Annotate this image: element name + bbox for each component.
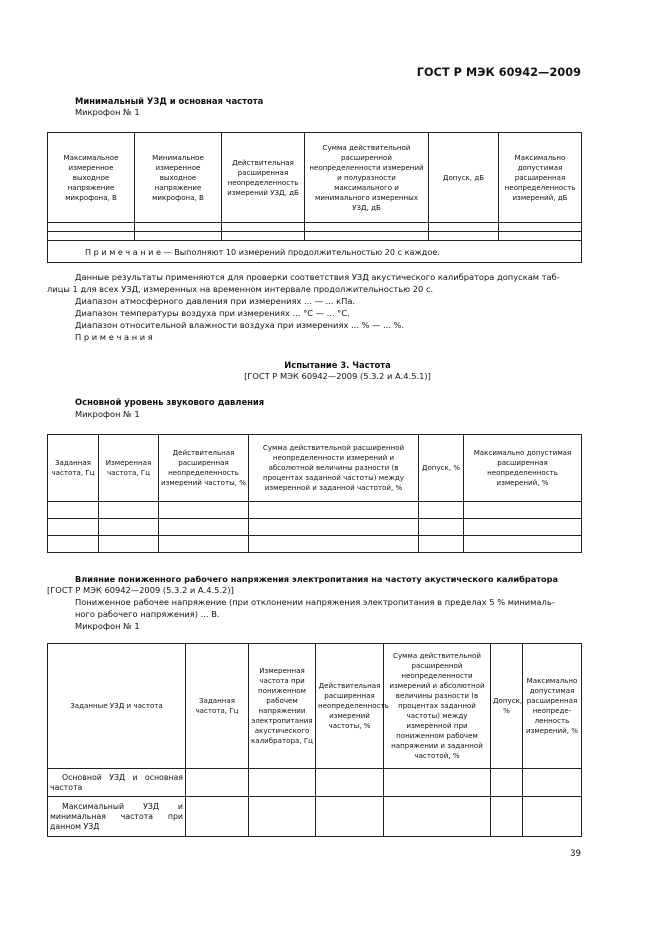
table-cell bbox=[159, 502, 249, 519]
table-cell bbox=[419, 519, 464, 536]
row-label: Максимальный УЗД и минимальная частота при данном УЗД bbox=[48, 797, 186, 837]
table-cell bbox=[249, 502, 419, 519]
col-header: Сумма действительной расширенной неопределенности измерений и полуразности максимального и минимального измеренных УЗД, дБ bbox=[305, 133, 429, 223]
col-header: Действительная расширенная неопределенность измерений УЗД, дБ bbox=[222, 133, 305, 223]
test-reference: [ГОСТ Р МЭК 60942—2009 (5.3.2 и А.4.5.1)] bbox=[244, 371, 431, 381]
table-cell bbox=[249, 519, 419, 536]
table-cell bbox=[419, 536, 464, 553]
table-cell bbox=[464, 502, 582, 519]
col-header: Максимальное измеренное выходное напряжение микрофона, В bbox=[48, 133, 135, 223]
table-cell bbox=[249, 797, 316, 837]
table-cell bbox=[464, 536, 582, 553]
microphone-label: Микрофон № 1 bbox=[75, 107, 140, 117]
table-cell bbox=[186, 769, 249, 797]
table-cell bbox=[491, 797, 523, 837]
col-header: Заданная частота, Гц bbox=[48, 435, 99, 502]
table-cell bbox=[186, 797, 249, 837]
table-cell bbox=[99, 536, 159, 553]
table-cell bbox=[222, 223, 305, 232]
col-header: Заданные УЗД и частота bbox=[48, 644, 186, 769]
microphone-label: Микрофон № 1 bbox=[75, 621, 140, 631]
section-reference: [ГОСТ Р МЭК 60942—2009 (5.3.2 и А.4.5.2)] bbox=[47, 585, 234, 595]
table-cell bbox=[249, 769, 316, 797]
col-header: Максимально допустимая расширенная неопреде-ленность измерений, % bbox=[523, 644, 582, 769]
table-cell bbox=[491, 769, 523, 797]
table-cell bbox=[135, 232, 222, 241]
table-cell bbox=[135, 223, 222, 232]
section-title-min-spl: Минимальный УЗД и основная частота bbox=[75, 96, 264, 106]
table-cell bbox=[48, 502, 99, 519]
paragraph-line: ного рабочего напряжения) ... В. bbox=[75, 609, 220, 619]
table-cell bbox=[249, 536, 419, 553]
table-cell bbox=[48, 519, 99, 536]
col-header: Заданная частота, Гц bbox=[186, 644, 249, 769]
table-note: П р и м е ч а н и е — Выполняют 10 измерений продолжительностью 20 с каждое. bbox=[48, 241, 582, 263]
table-cell bbox=[305, 232, 429, 241]
table-cell bbox=[523, 769, 582, 797]
table-cell bbox=[316, 797, 384, 837]
table-cell bbox=[99, 519, 159, 536]
temperature-range: Диапазон температуры воздуха при измерениях ... °С — ... °С. bbox=[75, 308, 350, 318]
table-cell bbox=[48, 223, 135, 232]
table-cell bbox=[523, 797, 582, 837]
table-cell bbox=[316, 769, 384, 797]
table-cell bbox=[419, 502, 464, 519]
table-frequency bbox=[47, 434, 582, 553]
table-cell bbox=[48, 232, 135, 241]
col-header: Допуск, % bbox=[419, 435, 464, 502]
col-header: Минимальное измеренное выходное напряжение микрофона, В bbox=[135, 133, 222, 223]
humidity-range: Диапазон относительной влажности воздуха при измерениях ... % — ... %. bbox=[75, 320, 405, 330]
pressure-range: Диапазон атмосферного давления при измерениях ... — ... кПа. bbox=[75, 296, 356, 306]
col-header: Максимально допустимая расширенная неопределенность измерений, % bbox=[464, 435, 582, 502]
document-id: ГОСТ Р МЭК 60942—2009 bbox=[416, 66, 581, 79]
col-header: Действительная расширенная неопределенность измерений частоты, % bbox=[159, 435, 249, 502]
col-header: Сумма действительной расширенной неопределенности измерений и абсолютной величины разности (в процентах заданной частоты) между измеренной и заданной частотой, % bbox=[249, 435, 419, 502]
notes-label: П р и м е ч а н и я bbox=[75, 332, 153, 342]
table-low-voltage bbox=[47, 643, 582, 837]
table-cell bbox=[384, 769, 491, 797]
col-header: Максимально допустимая расширенная неопределенность измерений, дБ bbox=[499, 133, 582, 223]
section-title-base-spl: Основной уровень звукового давления bbox=[75, 397, 265, 407]
col-header: Измеренная частота при пониженном рабочем напряжении электропитания акустического калибратора, Гц bbox=[249, 644, 316, 769]
section-title-low-voltage: Влияние пониженного рабочего напряжения электропитания на частоту акустического калибратора bbox=[75, 574, 558, 584]
table-cell bbox=[99, 502, 159, 519]
col-header: Допуск, % bbox=[491, 644, 523, 769]
table-cell bbox=[48, 536, 99, 553]
page-number: 39 bbox=[570, 849, 581, 859]
paragraph-line: Пониженное рабочее напряжение (при отклонении напряжения электропитания в пределах 5 % минималь- bbox=[75, 597, 555, 607]
microphone-label: Микрофон № 1 bbox=[75, 409, 140, 419]
table-cell bbox=[305, 223, 429, 232]
table-cell bbox=[159, 536, 249, 553]
table-cell bbox=[429, 223, 499, 232]
paragraph-line: Данные результаты применяются для проверки соответствия УЗД акустического калибратора допускам таб- bbox=[75, 272, 560, 282]
paragraph-line: лицы 1 для всех УЗД, измеренных на временном интервале продолжительностью 20 с. bbox=[47, 284, 434, 294]
table-cell bbox=[499, 232, 582, 241]
table-cell bbox=[384, 797, 491, 837]
col-header: Действительная расширенная неопределенность измерений частоты, % bbox=[316, 644, 384, 769]
test-title: Испытание 3. Частота bbox=[284, 360, 391, 370]
table-min-spl bbox=[47, 132, 582, 263]
col-header: Измеренная частота, Гц bbox=[99, 435, 159, 502]
table-cell bbox=[159, 519, 249, 536]
col-header: Сумма действительной расширенной неопределенности измерений и абсолютной величины разности (в процентах заданной частоты) между измеренной при пониженном рабочем напряжении и заданной частотой, % bbox=[384, 644, 491, 769]
table-cell bbox=[222, 232, 305, 241]
table-cell bbox=[499, 223, 582, 232]
table-cell bbox=[429, 232, 499, 241]
col-header: Допуск, дБ bbox=[429, 133, 499, 223]
table-cell bbox=[464, 519, 582, 536]
row-label: Основной УЗД и основная частота bbox=[48, 769, 186, 797]
